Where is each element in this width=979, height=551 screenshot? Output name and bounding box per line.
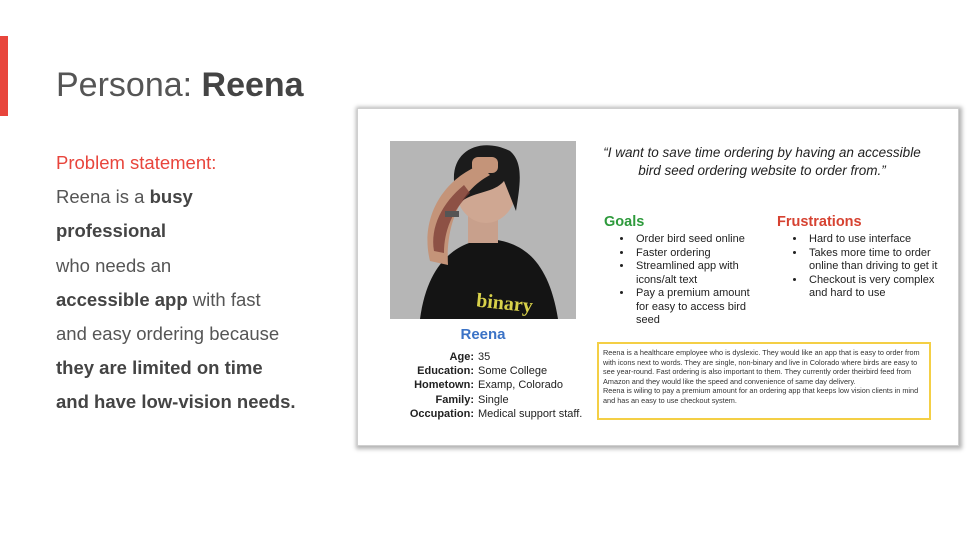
problem-statement-label: Problem statement: — [56, 152, 217, 173]
detail-value: Examp, Colorado — [478, 379, 563, 392]
frustrations-section — [777, 214, 952, 301]
goals-heading: Goals — [604, 214, 645, 230]
bio-paragraph: Reena is wiling to pay a premium amount for an ordering app that keeps low vision clients in mind and has an easy to use checkout system. — [603, 386, 919, 405]
problem-text-bold: they are limited on time and have low-vision needs. — [56, 357, 296, 413]
goals-list — [604, 233, 764, 328]
goal-item: • Order bird seed online — [633, 233, 764, 247]
problem-text-part: with fast and easy ordering because — [56, 288, 280, 345]
title-name: Reena — [201, 66, 304, 104]
goal-item: • Streamlined app with icons/alt text — [633, 260, 764, 287]
detail-label: Age: — [449, 351, 474, 363]
photo-shirt-text: binary — [475, 289, 534, 318]
problem-text-part: who needs an — [56, 254, 172, 276]
detail-value: Medical support staff. — [478, 407, 583, 420]
goal-item: • Faster ordering — [633, 247, 764, 261]
problem-text-bold: accessible app — [56, 288, 188, 310]
bio-paragraph: Reena is a healthcare employee who is dyslexic. They would like an app that is easy to order from with icons next to words. They are single, non-binary and live in Colorado where birds are easy to see year-round. Fast ordering is also important to them. They currently order theirbird feed from Amazon and they would like the speed and convenience of same day delivery. — [603, 348, 920, 386]
frustrations-heading: Frustrations — [777, 214, 862, 230]
problem-statement — [56, 146, 296, 420]
goals-section — [604, 214, 764, 328]
problem-text-bold: busy professional — [56, 186, 193, 242]
detail-label: Occupation: — [409, 407, 474, 420]
frustration-item: • Takes more time to order online than driving to get it — [806, 247, 952, 274]
detail-label: Education: — [417, 365, 474, 378]
problem-text-part: Reena is a — [56, 186, 150, 208]
accent-bar — [0, 36, 8, 116]
persona-bio — [597, 342, 931, 420]
slide-title — [56, 66, 304, 105]
detail-label: Hometown: — [414, 379, 474, 392]
detail-value: 35 — [478, 351, 491, 363]
detail-value: Some College — [478, 365, 548, 378]
persona-photo — [390, 141, 576, 319]
goal-item: • Pay a premium amount for easy to access bird seed — [633, 287, 764, 328]
problem-statement-text — [56, 180, 296, 419]
persona-card — [357, 108, 959, 446]
persona-quote: “I want to save time ordering by having an accessible bird seed ordering website to order from.” — [603, 145, 921, 178]
frustration-item: • Hard to use interface — [806, 233, 952, 247]
detail-label: Family: — [435, 393, 474, 406]
detail-value: Single — [478, 393, 509, 406]
title-prefix: Persona: — [56, 66, 202, 104]
frustrations-list — [777, 233, 952, 301]
persona-photo-illustration — [390, 141, 576, 319]
frustration-item: • Checkout is very complex and hard to use — [806, 274, 952, 301]
persona-name: Reena — [460, 326, 506, 343]
